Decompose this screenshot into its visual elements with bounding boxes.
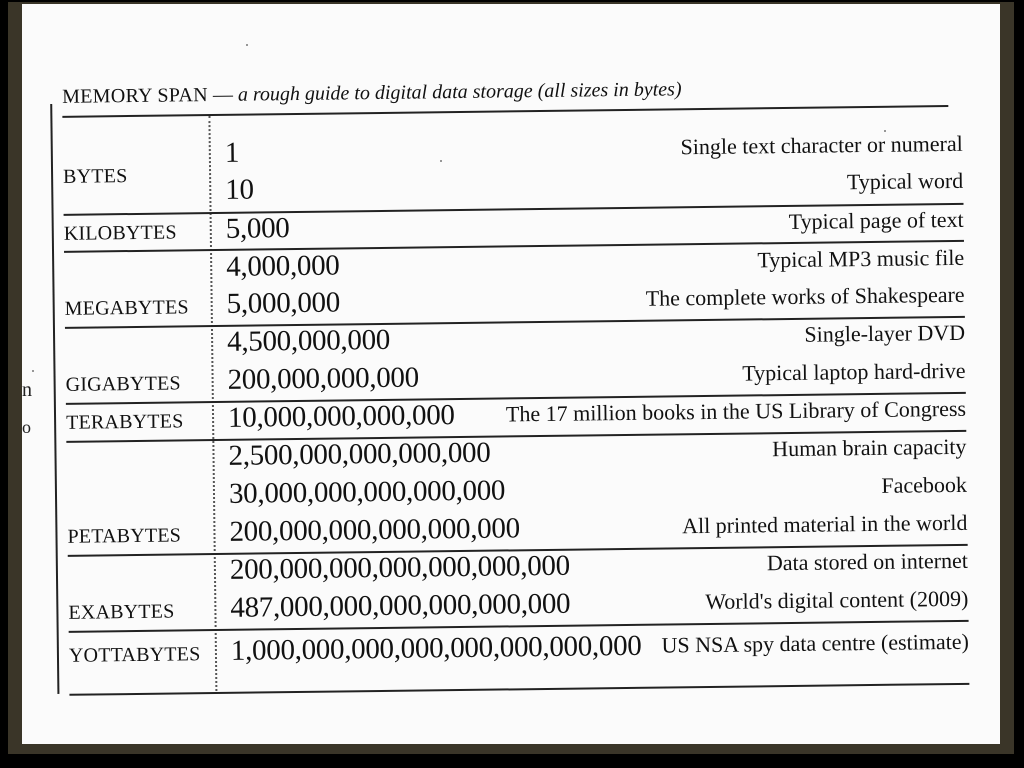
description-label: Data stored on internet	[766, 547, 969, 576]
category-label: EXABYTES	[68, 600, 175, 624]
category-label: TERABYTES	[65, 410, 184, 434]
margin-text: o	[22, 417, 31, 437]
description-label: World's digital content (2009)	[705, 585, 969, 615]
left-rule	[50, 104, 59, 694]
size-value: 10	[225, 173, 254, 206]
table-row	[69, 625, 969, 672]
category-label: YOTTABYTES	[68, 643, 201, 667]
description-label: The complete works of Shakespeare	[645, 281, 965, 311]
description-label: Typical MP3 music file	[757, 244, 965, 273]
size-value: 200,000,000,000	[227, 361, 420, 396]
scanned-page	[22, 4, 1000, 744]
category-label: KILOBYTES	[63, 221, 177, 245]
size-value: 1	[224, 136, 240, 169]
size-value: 200,000,000,000,000,000	[229, 512, 520, 548]
description-label: Single text character or numeral	[680, 130, 963, 160]
size-value: 5,000	[225, 212, 290, 245]
size-value: 200,000,000,000,000,000,000	[229, 549, 571, 586]
category-label: MEGABYTES	[64, 296, 189, 320]
description-label: Single-layer DVD	[804, 319, 966, 347]
size-value: 5,000,000	[226, 286, 341, 320]
margin-text: n	[22, 379, 32, 401]
size-value: 30,000,000,000,000,000	[228, 474, 506, 510]
header-dash: —	[207, 83, 239, 107]
description-label: Human brain capacity	[772, 433, 967, 462]
description-label: The 17 million books in the US Library of Congress	[505, 395, 967, 427]
table-header	[62, 75, 942, 109]
description-label: Facebook	[881, 471, 968, 498]
description-label: Typical word	[846, 167, 964, 195]
size-value: 10,000,000,000,000	[227, 399, 455, 434]
header-lead: MEMORY SPAN	[61, 84, 209, 108]
speck	[246, 44, 248, 46]
size-value: 2,500,000,000,000,000	[228, 436, 491, 472]
memory-span-table	[50, 75, 982, 706]
category-label: GIGABYTES	[65, 372, 181, 396]
description-label: Typical page of text	[788, 206, 964, 234]
description-label: US NSA spy data centre (estimate)	[661, 628, 970, 658]
speck	[32, 370, 34, 372]
size-value: 1,000,000,000,000,000,000,000,000	[230, 629, 642, 667]
bottom-rule	[69, 683, 969, 695]
header-description: a rough guide to digital data storage (all sizes in bytes)	[237, 78, 682, 106]
size-value: 4,500,000,000	[226, 323, 391, 358]
size-value: 4,000,000	[226, 249, 340, 283]
description-label: Typical laptop hard-drive	[742, 357, 966, 386]
description-label: All printed material in the world	[681, 509, 968, 539]
category-label: PETABYTES	[67, 524, 182, 548]
category-label: BYTES	[62, 165, 128, 188]
size-value: 487,000,000,000,000,000,000	[230, 587, 571, 624]
